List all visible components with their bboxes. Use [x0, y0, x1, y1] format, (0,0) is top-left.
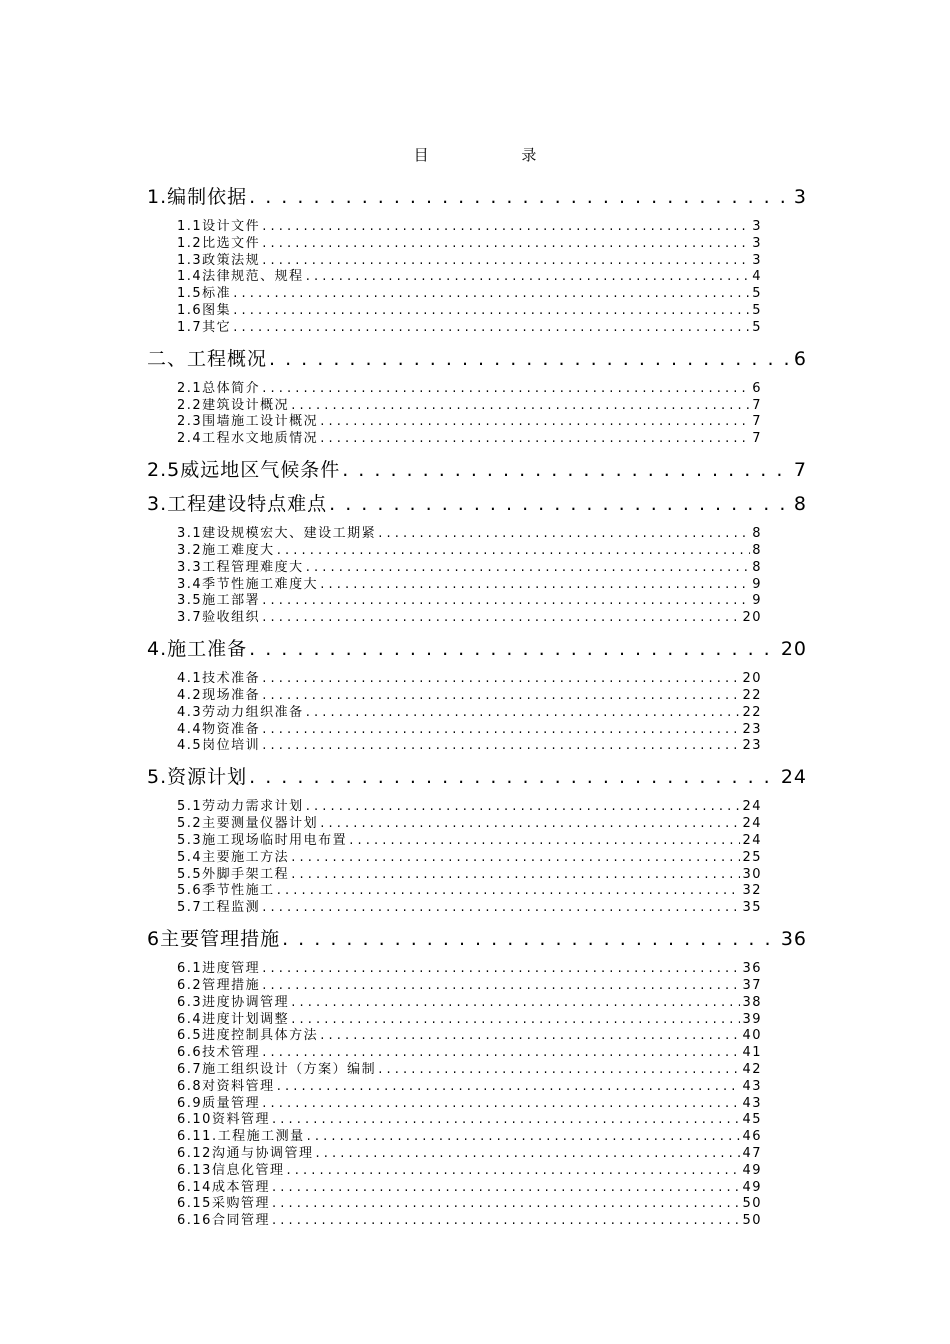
toc-entry-label: 2.4工程水文地质情况 — [177, 431, 319, 447]
toc-chapter-entry[interactable] — [147, 924, 807, 951]
toc-entry-label: 5.5外脚手架工程 — [177, 866, 290, 882]
toc-page-number: 35 — [742, 900, 762, 916]
toc-entry-label: 6.9质量管理 — [177, 1095, 261, 1111]
toc-entry-label: 4.1技术准备 — [177, 671, 261, 687]
toc-dot-leader — [342, 459, 792, 481]
toc-page-number: 7 — [752, 414, 762, 430]
toc-entry-label: 5.1劳动力需求计划 — [177, 799, 304, 815]
toc-page-number: 24 — [742, 799, 762, 815]
toc-entry-label: 6.4进度计划调整 — [177, 1011, 290, 1027]
toc-page-number: 9 — [752, 593, 762, 609]
toc-section-entry[interactable] — [177, 1209, 762, 1228]
toc-page-number: 6 — [793, 347, 807, 370]
toc-chapter-entry[interactable] — [147, 634, 807, 661]
toc-page-number: 38 — [742, 994, 762, 1010]
toc-page-number: 49 — [742, 1179, 762, 1195]
toc-entry-label: 6.6技术管理 — [177, 1045, 261, 1061]
toc-dot-leader — [269, 348, 792, 370]
toc-page-number: 3 — [793, 186, 807, 208]
toc-entry-label: 6主要管理措施 — [147, 928, 281, 951]
toc-entry-label: 6.2管理措施 — [177, 978, 261, 993]
toc-entry-label: 6.13信息化管理 — [177, 1162, 285, 1178]
toc-page-number: 9 — [752, 576, 762, 592]
toc-entry-label: 1.3政策法规 — [177, 252, 261, 268]
toc-entry-label: 6.15采购管理 — [177, 1196, 270, 1212]
toc-page-number: 20 — [742, 671, 762, 687]
toc-dot-leader — [282, 928, 779, 950]
toc-dot-leader — [249, 186, 792, 208]
toc-page-number: 20 — [780, 638, 807, 661]
toc-page-number: 40 — [742, 1028, 762, 1044]
toc-page-number: 30 — [742, 866, 762, 882]
toc-page-number: 24 — [742, 833, 762, 848]
toc-page-number: 24 — [742, 816, 762, 832]
toc-entry-label: 1.5标准 — [177, 286, 232, 302]
toc-entry-label: 4.5岗位培训 — [177, 738, 261, 754]
toc-page-number: 8 — [752, 526, 762, 542]
toc-entry-label: 4.施工准备 — [147, 638, 248, 661]
toc-page-number: 6 — [752, 380, 762, 396]
toc-entry-label: 3.5施工部署 — [177, 593, 261, 609]
toc-entry-label: 1.4法律规范、规程 — [177, 269, 304, 285]
toc-entry-label: 2.1总体简介 — [177, 380, 261, 396]
toc-entry-label: 6.7施工组织设计（方案）编制 — [177, 1062, 377, 1077]
toc-entry-label: 5.2主要测量仪器计划 — [177, 816, 319, 832]
toc-entry-label: 6.16合同管理 — [177, 1213, 270, 1229]
toc-entry-label: 4.4物资准备 — [177, 721, 261, 737]
toc-section-entry[interactable] — [177, 606, 762, 625]
toc-page-number: 7 — [752, 431, 762, 447]
toc-page-number: 3 — [752, 235, 762, 251]
toc-entry-label: 1.2比选文件 — [177, 235, 261, 251]
toc-page-number: 49 — [742, 1162, 762, 1178]
toc-entry-label: 6.10资料管理 — [177, 1112, 270, 1128]
toc-dot-leader — [272, 1213, 741, 1228]
toc-chapter-entry[interactable] — [147, 762, 807, 789]
toc-chapter-entry[interactable] — [147, 455, 807, 482]
toc-page-number: 8 — [793, 493, 807, 516]
toc-entry-label: 2.5威远地区气候条件 — [147, 459, 341, 482]
toc-entry-label: 6.14成本管理 — [177, 1179, 270, 1195]
toc-page-number: 46 — [742, 1129, 762, 1145]
toc-entry-label: 4.2现场准备 — [177, 688, 261, 703]
toc-page-number: 41 — [742, 1045, 762, 1061]
toc-page-number: 43 — [742, 1095, 762, 1111]
toc-page-number: 4 — [752, 269, 762, 285]
toc-entry-label: 3.4季节性施工难度大 — [177, 576, 319, 592]
toc-page-number: 25 — [742, 849, 762, 865]
toc-page-number: 7 — [793, 459, 807, 482]
toc-page-number: 42 — [742, 1062, 762, 1077]
toc-page-number: 47 — [742, 1146, 762, 1161]
toc-dot-leader — [329, 493, 792, 515]
toc-entry-label: 5.6季节性施工 — [177, 883, 275, 899]
toc-page-number: 23 — [742, 721, 762, 737]
toc-entry-label: 3.工程建设特点难点 — [147, 493, 328, 516]
toc-section-entry[interactable] — [177, 734, 762, 753]
toc-entry-label: 6.5进度控制具体方法 — [177, 1028, 319, 1044]
toc-page-number: 8 — [752, 543, 762, 558]
toc-page-number: 5 — [752, 303, 762, 318]
toc-entry-label: 3.2施工难度大 — [177, 543, 275, 558]
toc-dot-leader — [249, 766, 779, 788]
toc-page-number: 50 — [742, 1213, 762, 1229]
toc-entry-label: 5.3施工现场临时用电布置 — [177, 833, 348, 848]
toc-entry-label: 2.2建筑设计概况 — [177, 397, 290, 413]
toc-chapter-entry[interactable] — [147, 344, 807, 371]
toc-section-entry[interactable] — [177, 896, 762, 915]
toc-page-number: 3 — [752, 252, 762, 268]
toc-page-number: 8 — [752, 559, 762, 575]
toc-page-number: 22 — [742, 704, 762, 720]
toc-page-number: 37 — [742, 978, 762, 993]
toc-chapter-entry[interactable] — [147, 182, 807, 209]
toc-page-number: 50 — [742, 1196, 762, 1212]
toc-section-entry[interactable] — [177, 316, 762, 335]
toc-page-number: 43 — [742, 1078, 762, 1094]
toc-entry-label: 6.12沟通与协调管理 — [177, 1146, 314, 1161]
toc-entry-label: 5.4主要施工方法 — [177, 849, 290, 865]
toc-entry-label: 6.11.工程施工测量 — [177, 1129, 305, 1145]
toc-page-number: 5 — [752, 319, 762, 335]
toc-page-number: 45 — [742, 1112, 762, 1128]
toc-dot-leader — [233, 320, 750, 335]
toc-entry-label: 4.3劳动力组织准备 — [177, 704, 304, 720]
toc-page-number: 20 — [742, 610, 762, 626]
toc-entry-label: 1.6图集 — [177, 303, 232, 318]
toc-page-number: 36 — [780, 928, 807, 951]
toc-entry-label: 6.1进度管理 — [177, 961, 261, 977]
toc-dot-leader — [262, 738, 740, 753]
toc-entry-label: 5.7工程监测 — [177, 900, 261, 916]
toc-entry-label: 3.7验收组织 — [177, 610, 261, 626]
toc-page-number: 22 — [742, 688, 762, 703]
toc-page-number: 32 — [742, 883, 762, 899]
toc-dot-leader — [320, 431, 750, 446]
toc-dot-leader — [262, 900, 740, 915]
toc-entry-label: 1.编制依据 — [147, 186, 248, 208]
toc-entry-label: 3.3工程管理难度大 — [177, 559, 304, 575]
toc-entry-label: 1.7其它 — [177, 319, 232, 335]
toc-entry-label: 3.1建设规模宏大、建设工期紧 — [177, 526, 377, 542]
toc-page-number: 5 — [752, 286, 762, 302]
toc-entry-label: 6.3进度协调管理 — [177, 994, 290, 1010]
toc-page-number: 24 — [780, 766, 807, 789]
toc-dot-leader — [262, 610, 740, 625]
toc-section-entry[interactable] — [177, 427, 762, 446]
toc-page-number: 7 — [752, 397, 762, 413]
toc-page-number: 36 — [742, 961, 762, 977]
toc-page-number: 3 — [752, 219, 762, 234]
toc-entry-label: 2.3围墙施工设计概况 — [177, 414, 319, 430]
toc-entry-label: 二、工程概况 — [147, 347, 268, 370]
toc-page-number: 39 — [742, 1011, 762, 1027]
toc-entry-label: 5.资源计划 — [147, 766, 248, 789]
toc-entry-label: 1.1设计文件 — [177, 219, 261, 234]
toc-dot-leader — [249, 638, 779, 660]
toc-title: 目 录 — [413, 146, 581, 164]
toc-chapter-entry[interactable] — [147, 489, 807, 516]
toc-page-number: 23 — [742, 738, 762, 754]
toc-entry-label: 6.8对资料管理 — [177, 1078, 275, 1094]
